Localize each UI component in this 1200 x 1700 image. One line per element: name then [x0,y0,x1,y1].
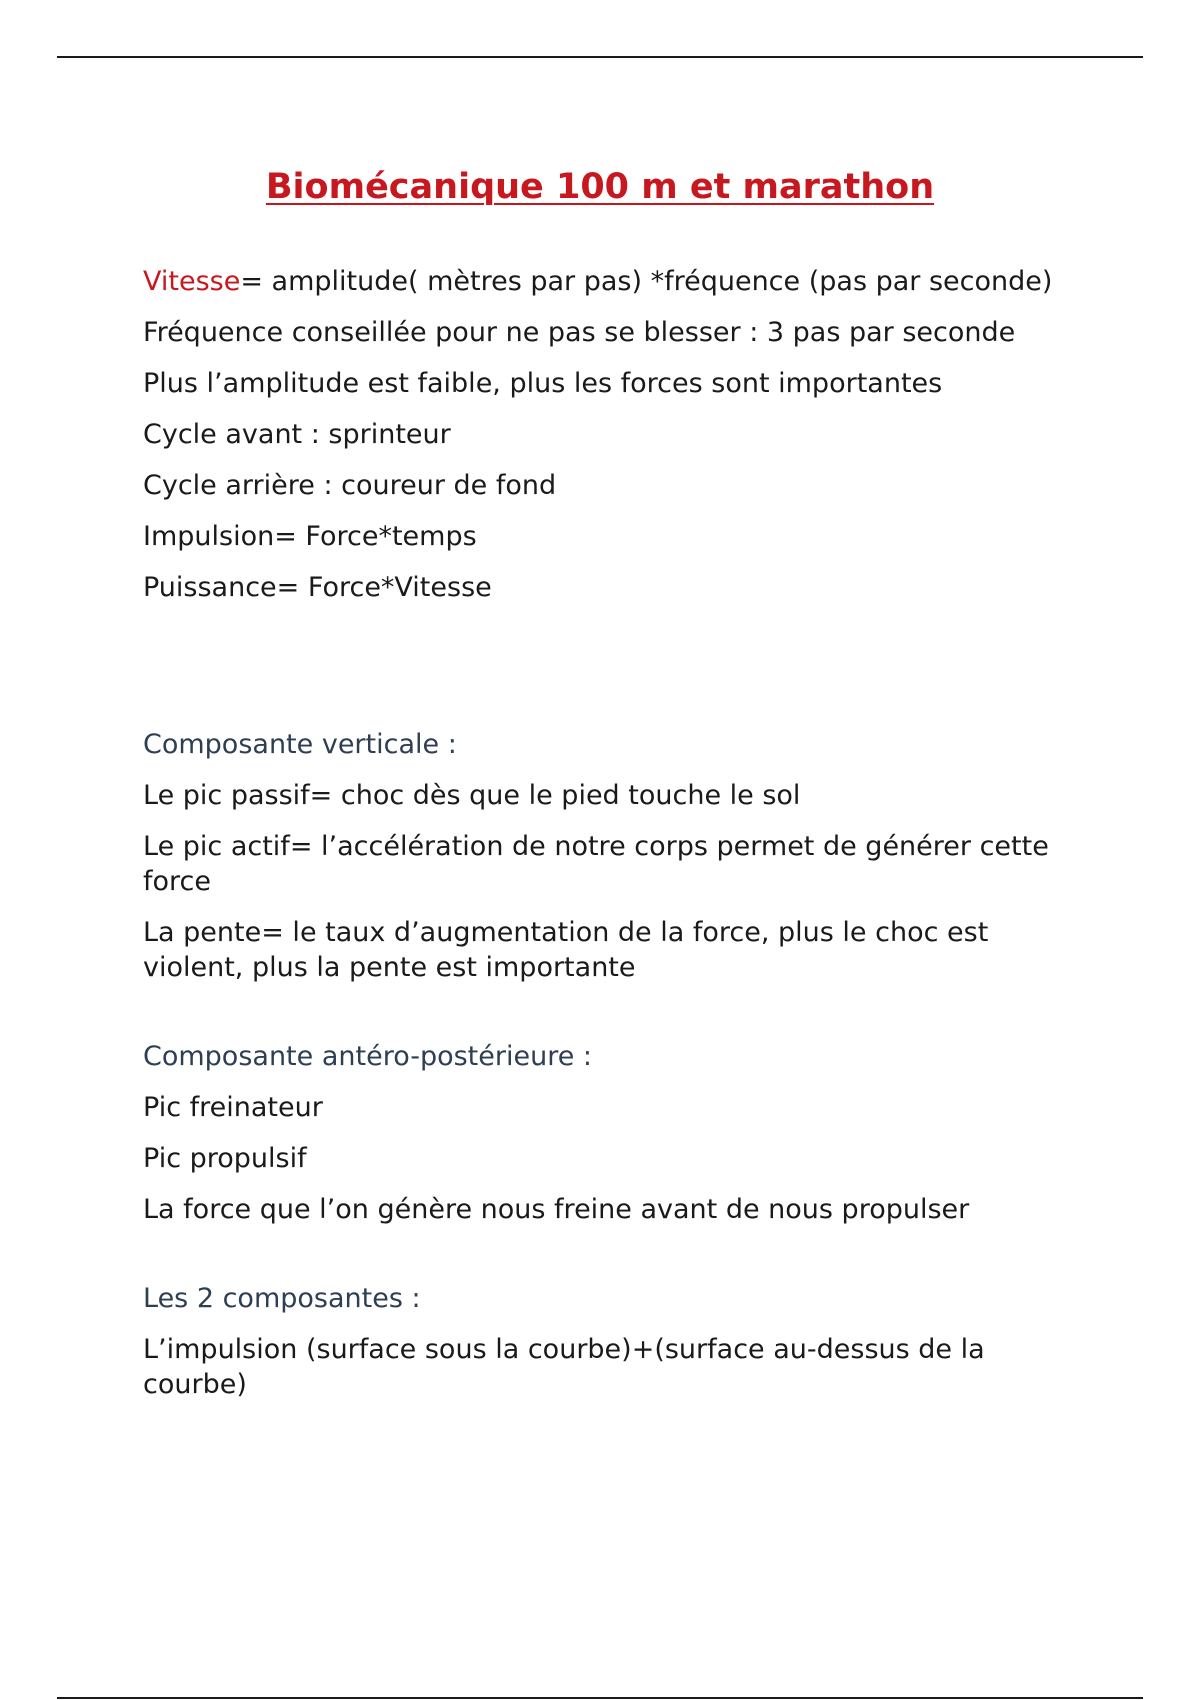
antero-heading: Composante antéro-postérieure : [143,1041,593,1072]
document-body [143,264,1073,1418]
both-heading: Les 2 composantes : [143,1283,421,1314]
bottom-divider [57,1697,1143,1699]
cycle-front-line: Cycle avant : sprinteur [143,419,451,450]
pic-freinateur-line: Pic freinateur [143,1092,323,1123]
vitesse-label: Vitesse [143,266,241,297]
pente-line: La pente= le taux d’augmentation de la force, plus le choc est violent, plus la pente est importante [143,917,989,983]
cycle-back-line: Cycle arrière : coureur de fond [143,470,557,501]
amplitude-line: Plus l’amplitude est faible, plus les forces sont importantes [143,368,943,399]
frequency-line: Fréquence conseillée pour ne pas se blesser : 3 pas par seconde [143,317,1016,348]
pic-actif-line: Le pic actif= l’accélération de notre corps permet de générer cette force [143,831,1049,897]
vitesse-line [143,264,1073,299]
pic-propulsif-line: Pic propulsif [143,1143,307,1174]
pic-passif-line: Le pic passif= choc dès que le pied touche le sol [143,780,801,811]
vertical-heading: Composante verticale : [143,729,457,760]
impulsion-line: Impulsion= Force*temps [143,521,477,552]
vitesse-text: = amplitude( mètres par pas) *fréquence (pas par seconde) [240,266,1053,297]
freine-line: La force que l’on génère nous freine avant de nous propulser [143,1194,970,1225]
puissance-line: Puissance= Force*Vitesse [143,572,492,603]
top-divider [57,56,1143,58]
impulsion-surface-line: L’impulsion (surface sous la courbe)+(surface au-dessus de la courbe) [143,1334,985,1400]
document-title: Biomécanique 100 m et marathon [265,167,935,208]
